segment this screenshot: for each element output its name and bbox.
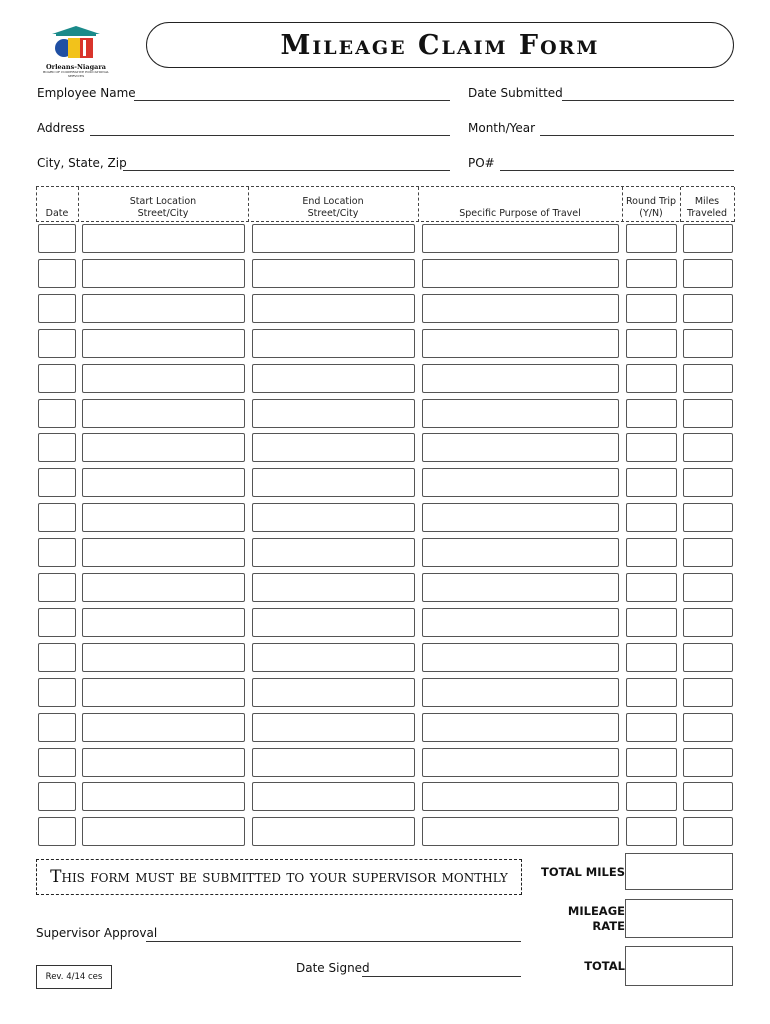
miles-traveled-cell[interactable] — [683, 364, 733, 393]
end-location-cell[interactable] — [252, 782, 415, 811]
purpose-cell[interactable] — [422, 538, 619, 567]
address-field[interactable] — [90, 135, 450, 136]
end-location-cell[interactable] — [252, 503, 415, 532]
total-miles-label: TOTAL MILES — [541, 865, 625, 879]
round-trip-cell[interactable] — [626, 817, 677, 846]
date-cell[interactable] — [38, 678, 76, 707]
start-location-cell[interactable] — [82, 503, 245, 532]
column-header-end-location: End Location Street/City — [302, 196, 364, 219]
date-cell[interactable] — [38, 782, 76, 811]
start-location-cell[interactable] — [82, 643, 245, 672]
column-header-miles-traveled: Miles Traveled — [686, 196, 728, 219]
date-cell[interactable] — [38, 643, 76, 672]
round-trip-cell[interactable] — [626, 748, 677, 777]
start-location-cell[interactable] — [82, 748, 245, 777]
miles-traveled-cell[interactable] — [683, 538, 733, 567]
round-trip-cell[interactable] — [626, 224, 677, 253]
miles-traveled-cell[interactable] — [683, 259, 733, 288]
round-trip-cell[interactable] — [626, 643, 677, 672]
date-cell[interactable] — [38, 538, 76, 567]
supervisor-approval-label: Supervisor Approval — [36, 926, 158, 940]
end-location-cell[interactable] — [252, 748, 415, 777]
start-location-cell[interactable] — [82, 224, 245, 253]
address-label: Address — [37, 121, 85, 135]
start-location-cell[interactable] — [82, 538, 245, 567]
round-trip-cell[interactable] — [626, 259, 677, 288]
column-header-purpose: Specific Purpose of Travel — [459, 208, 581, 219]
purpose-cell[interactable] — [422, 399, 619, 428]
start-location-cell[interactable] — [82, 468, 245, 497]
miles-traveled-cell[interactable] — [683, 817, 733, 846]
po-field[interactable] — [500, 170, 734, 171]
miles-traveled-cell[interactable] — [683, 782, 733, 811]
start-location-cell[interactable] — [82, 608, 245, 637]
end-location-cell[interactable] — [252, 433, 415, 462]
start-location-cell[interactable] — [82, 399, 245, 428]
end-location-cell[interactable] — [252, 364, 415, 393]
start-location-cell[interactable] — [82, 817, 245, 846]
column-header-start-location: Start Location Street/City — [129, 196, 197, 219]
miles-traveled-cell[interactable] — [683, 503, 733, 532]
date-cell[interactable] — [38, 294, 76, 323]
total-label: TOTAL — [584, 959, 625, 973]
miles-traveled-cell[interactable] — [683, 399, 733, 428]
po-label: PO# — [468, 156, 495, 170]
start-location-cell[interactable] — [82, 364, 245, 393]
miles-traveled-cell[interactable] — [683, 468, 733, 497]
month-year-label: Month/Year — [468, 121, 536, 135]
purpose-cell[interactable] — [422, 573, 619, 602]
header-divider — [734, 187, 735, 222]
miles-traveled-cell[interactable] — [683, 224, 733, 253]
date-cell[interactable] — [38, 399, 76, 428]
end-location-cell[interactable] — [252, 713, 415, 742]
round-trip-cell[interactable] — [626, 538, 677, 567]
miles-traveled-cell[interactable] — [683, 294, 733, 323]
round-trip-cell[interactable] — [626, 399, 677, 428]
end-location-cell[interactable] — [252, 608, 415, 637]
date-cell[interactable] — [38, 433, 76, 462]
round-trip-cell[interactable] — [626, 573, 677, 602]
date-submitted-label: Date Submitted — [468, 86, 563, 100]
purpose-cell[interactable] — [422, 224, 619, 253]
miles-traveled-cell[interactable] — [683, 329, 733, 358]
logo-subtext: BOARD OF COOPERATIVE EDUCATIONAL SERVICES — [42, 70, 110, 78]
date-cell[interactable] — [38, 503, 76, 532]
end-location-cell[interactable] — [252, 224, 415, 253]
end-location-cell[interactable] — [252, 678, 415, 707]
purpose-cell[interactable] — [422, 643, 619, 672]
revision-badge: Rev. 4/14 ces — [36, 965, 112, 989]
round-trip-cell[interactable] — [626, 433, 677, 462]
date-cell[interactable] — [38, 573, 76, 602]
date-cell[interactable] — [38, 259, 76, 288]
start-location-cell[interactable] — [82, 573, 245, 602]
end-location-cell[interactable] — [252, 399, 415, 428]
form-title: Mileage Claim Form — [280, 29, 600, 61]
submission-notice: This form must be submitted to your supervisor monthly — [36, 859, 522, 895]
purpose-cell[interactable] — [422, 294, 619, 323]
end-location-cell[interactable] — [252, 468, 415, 497]
total-box[interactable] — [625, 946, 733, 986]
date-cell[interactable] — [38, 224, 76, 253]
round-trip-cell[interactable] — [626, 364, 677, 393]
start-location-cell[interactable] — [82, 433, 245, 462]
date-cell[interactable] — [38, 608, 76, 637]
miles-traveled-cell[interactable] — [683, 678, 733, 707]
purpose-cell[interactable] — [422, 817, 619, 846]
end-location-cell[interactable] — [252, 538, 415, 567]
date-submitted-field[interactable] — [562, 100, 734, 101]
purpose-cell[interactable] — [422, 433, 619, 462]
end-location-cell[interactable] — [252, 643, 415, 672]
date-cell[interactable] — [38, 817, 76, 846]
date-cell[interactable] — [38, 748, 76, 777]
round-trip-cell[interactable] — [626, 713, 677, 742]
end-location-cell[interactable] — [252, 259, 415, 288]
purpose-cell[interactable] — [422, 503, 619, 532]
miles-traveled-cell[interactable] — [683, 573, 733, 602]
miles-traveled-cell[interactable] — [683, 748, 733, 777]
start-location-cell[interactable] — [82, 713, 245, 742]
purpose-cell[interactable] — [422, 782, 619, 811]
date-cell[interactable] — [38, 329, 76, 358]
start-location-cell[interactable] — [82, 329, 245, 358]
end-location-cell[interactable] — [252, 573, 415, 602]
purpose-cell[interactable] — [422, 468, 619, 497]
miles-traveled-cell[interactable] — [683, 713, 733, 742]
miles-traveled-cell[interactable] — [683, 433, 733, 462]
start-location-cell[interactable] — [82, 294, 245, 323]
purpose-cell[interactable] — [422, 748, 619, 777]
month-year-field[interactable] — [540, 135, 734, 136]
employee-name-label: Employee Name — [37, 86, 136, 100]
round-trip-cell[interactable] — [626, 782, 677, 811]
total-miles-box[interactable] — [625, 853, 733, 890]
organization-logo — [36, 24, 116, 78]
column-header-date: Date — [45, 208, 69, 219]
supervisor-approval-field[interactable] — [146, 941, 521, 942]
date-cell[interactable] — [38, 713, 76, 742]
start-location-cell[interactable] — [82, 259, 245, 288]
miles-traveled-cell[interactable] — [683, 643, 733, 672]
mileage-rate-box[interactable] — [625, 899, 733, 938]
city-state-zip-label: City, State, Zip — [37, 156, 127, 170]
date-signed-label: Date Signed — [296, 961, 370, 975]
date-signed-field[interactable] — [362, 976, 521, 977]
round-trip-cell[interactable] — [626, 294, 677, 323]
date-cell[interactable] — [38, 468, 76, 497]
employee-name-field[interactable] — [134, 100, 450, 101]
purpose-cell[interactable] — [422, 608, 619, 637]
purpose-cell[interactable] — [422, 329, 619, 358]
purpose-cell[interactable] — [422, 678, 619, 707]
logo-graphic — [36, 24, 116, 64]
round-trip-cell[interactable] — [626, 608, 677, 637]
end-location-cell[interactable] — [252, 817, 415, 846]
mileage-rate-label: MILEAGE RATE — [567, 904, 625, 933]
miles-traveled-cell[interactable] — [683, 608, 733, 637]
purpose-cell[interactable] — [422, 259, 619, 288]
column-header-round-trip: Round Trip (Y/N) — [625, 196, 677, 219]
round-trip-cell[interactable] — [626, 678, 677, 707]
city-state-zip-field[interactable] — [123, 170, 450, 171]
purpose-cell[interactable] — [422, 364, 619, 393]
end-location-cell[interactable] — [252, 329, 415, 358]
purpose-cell[interactable] — [422, 713, 619, 742]
start-location-cell[interactable] — [82, 678, 245, 707]
round-trip-cell[interactable] — [626, 468, 677, 497]
round-trip-cell[interactable] — [626, 503, 677, 532]
end-location-cell[interactable] — [252, 294, 415, 323]
start-location-cell[interactable] — [82, 782, 245, 811]
date-cell[interactable] — [38, 364, 76, 393]
logo-name: Orleans-Niagara — [45, 63, 106, 71]
round-trip-cell[interactable] — [626, 329, 677, 358]
